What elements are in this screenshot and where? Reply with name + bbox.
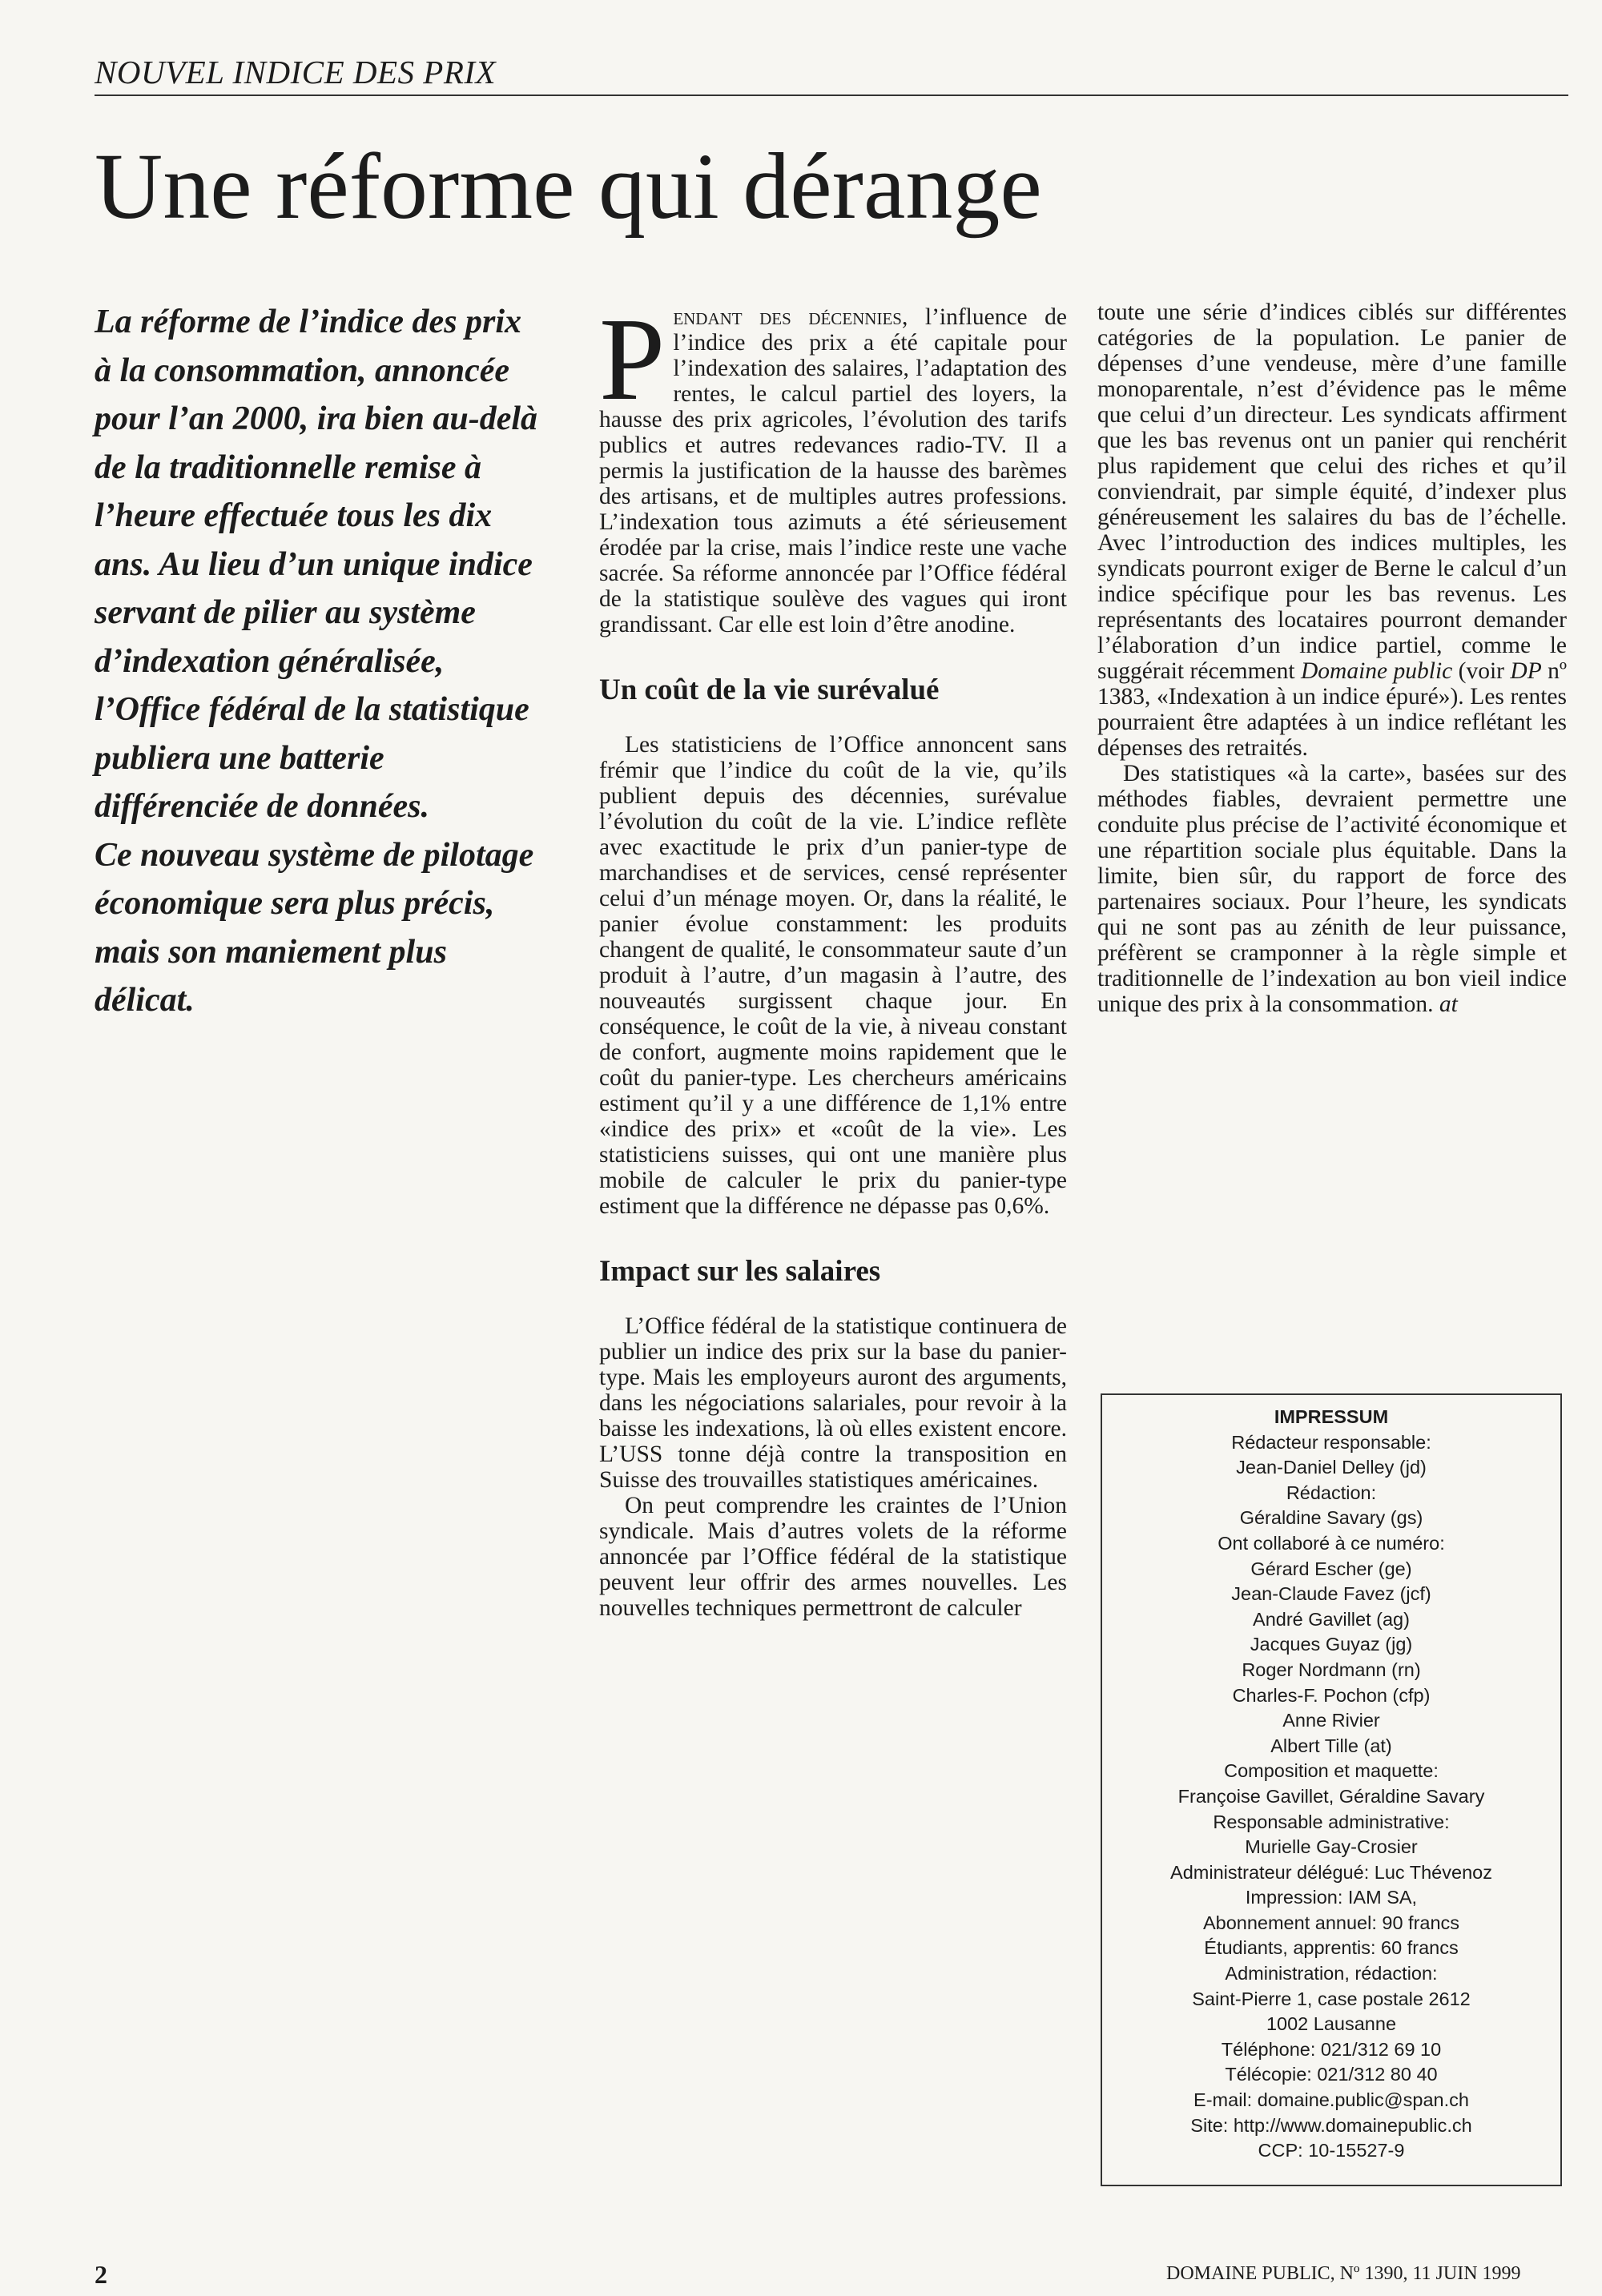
impressum-line: Étudiants, apprentis: 60 francs (1204, 1937, 1459, 1959)
impressum-line: Rédaction: (1286, 1482, 1377, 1503)
dp-abbrev: DP (1510, 658, 1542, 684)
impressum-line: Rédacteur responsable: (1231, 1431, 1431, 1453)
drop-cap: P (599, 294, 666, 425)
article-paragraph-4: On peut comprendre les craintes de l’Union syndicale. Mais d’autres volets de la réforme annoncée par l’Office fédéral de la statistique peuvent leur offrir des armes nouvelles. Les nouvelles techniques permettront de calculer (599, 1493, 1067, 1621)
lead-text-2: Ce nouveau système de pilotage économique sera plus précis, mais son maniement plus délicat. (95, 836, 534, 1019)
lead-paragraph (95, 298, 543, 1025)
paragraph-5-text-a: toute une série d’indices ciblés sur différentes catégories de la population. Le panier de dépenses d’une vendeuse, mère d’une famille monoparentale, n’est d’évidence pas le même que celui d’un directeur. Les syndicats affirment que les bas revenus ont un panier qui renchérit plus rapidement que celui des riches et qu’il conviendrait, par simple équité, d’indexer plus généreusement les salaires du bas de l’échelle. Avec l’introduction des indices multiples, les syndicats pourront exiger de Berne le calcul d’un indice spécifique pour les bas revenus. Les représentants des locataires pourront demander l’élaboration d’un indice partiel, comme le suggérait récemment (1097, 300, 1567, 684)
impressum-line: André Gavillet (ag) (1253, 1608, 1410, 1630)
impressum-line: 1002 Lausanne (1266, 2013, 1397, 2035)
impressum-line: Téléphone: 021/312 69 10 (1221, 2038, 1442, 2060)
impressum-line: E-mail: domaine.public@span.ch (1193, 2089, 1469, 2111)
impressum-line: Jean-Claude Favez (jcf) (1231, 1583, 1431, 1605)
article-column-2 (599, 294, 1067, 1621)
impressum-line: Administrateur délégué: Luc Thévenoz (1170, 1861, 1492, 1883)
publication-footer: DOMAINE PUBLIC, Nº 1390, 11 JUIN 1999 (1166, 2263, 1521, 2284)
impressum-line: Jean-Daniel Delley (jd) (1236, 1457, 1427, 1478)
article-title: Une réforme qui dérange (95, 134, 1042, 239)
impressum-line: Françoise Gavillet, Géraldine Savary (1177, 1785, 1485, 1807)
impressum-line: Anne Rivier (1282, 1710, 1380, 1731)
impressum-line: Administration, rédaction: (1225, 1963, 1438, 1984)
header-rule (95, 94, 1568, 96)
publication-name: Domaine public (1300, 658, 1453, 684)
impressum-line: Jacques Guyaz (jg) (1250, 1634, 1413, 1655)
page-number: 2 (95, 2260, 107, 2289)
impressum-line: Ont collaboré à ce numéro: (1218, 1532, 1445, 1554)
opening-smallcaps: endant des décennies (673, 304, 902, 330)
impressum-line: Charles-F. Pochon (cfp) (1232, 1684, 1431, 1706)
impressum-box (1101, 1393, 1562, 2186)
article-paragraph-6 (1097, 761, 1567, 1017)
section-rubric: NOUVEL INDICE DES PRIX (95, 54, 497, 90)
impressum-line: Télécopie: 021/312 80 40 (1225, 2064, 1438, 2085)
impressum-line: Composition et maquette: (1224, 1760, 1439, 1782)
impressum-line: Site: http://www.domainepublic.ch (1190, 2114, 1472, 2136)
impressum-line: Impression: IAM SA, (1245, 1887, 1418, 1908)
paragraph-5-text-c: nº 1383, «Indexation à un indice épuré»). Les rentes pourraient être adaptées à un indice reflétant les dépenses des retraités. (1097, 658, 1568, 761)
article-paragraph-5 (1097, 300, 1567, 761)
impressum-heading: IMPRESSUM (1274, 1406, 1389, 1427)
article-paragraph-3: L’Office fédéral de la statistique continuera de publier un indice des prix sur la base du panier-type. Mais les employeurs auront des arguments, dans les négociations salariales, pour revoir à la baisse les indexations, là où elles existent encore. L’USS tonne déjà contre la transposition en Suisse des trouvailles statistiques américaines. (599, 1313, 1067, 1493)
article-paragraph-2: Les statisticiens de l’Office annoncent sans frémir que l’indice du coût de la vie, qu’ils publient depuis des décennies, surévalue l’évolution du coût de la vie. L’indice reflète avec exactitude le prix d’un panier-type de marchandises et de services, censé représenter celui d’un ménage moyen. Or, dans la réalité, le panier évolue constamment: les produits changent de qualité, le consommateur saute d’un produit à l’autre, d’un magasin à l’autre, des nouveautés surgissent chaque jour. En conséquence, le coût de la vie, à niveau constant de confort, augmente moins rapidement que le coût du panier-type. Les chercheurs américains estiment qu’il y a une différence de 1,1% entre «indice des prix» et «coût de la vie». Les statisticiens suisses, qui ont une manière plus mobile de calculer le prix du panier-type estiment que la différence ne dépasse pas 0,6%. (599, 732, 1067, 1219)
impressum-line: Saint-Pierre 1, case postale 2612 (1192, 1988, 1471, 2009)
impressum-lines (1102, 1430, 1560, 2164)
impressum-line: Géraldine Savary (gs) (1239, 1507, 1423, 1529)
impressum-line: Roger Nordmann (rn) (1242, 1659, 1421, 1680)
article-paragraph-1 (599, 294, 1067, 637)
lead-text-1: La réforme de l’indice des prix à la consommation, annoncée pour l’an 2000, ira bien au-delà de la traditionnelle remise à l’heure effectuée tous les dix ans. Au lieu d’un unique indice servant de pilier au système d’indexation généralisée, l’Office fédéral de la statistique publiera une batterie différenciée de données. (95, 304, 538, 825)
paragraph-5-text-b: (voir (1452, 658, 1511, 684)
paragraph-6-text: Des statistiques «à la carte», basées sur des méthodes fiables, devraient permettre une conduite plus précise de l’activité économique et une répartition sociale plus équitable. Dans la limite, bien sûr, du rapport de force des partenaires sociaux. Pour l’heure, les syndicats qui ne sont pas au zénith de leur puissance, préfèrent se cramponner à la règle simple et traditionnelle de l’indexation au bon vieil indice unique des prix à la consommation. (1097, 761, 1567, 1017)
impressum-line: CCP: 10-15527-9 (1258, 2140, 1405, 2161)
impressum-line: Responsable administrative: (1213, 1811, 1450, 1832)
impressum-line: Abonnement annuel: 90 francs (1202, 1912, 1460, 1933)
impressum-line: Murielle Gay-Crosier (1245, 1836, 1418, 1858)
impressum-line: Albert Tille (at) (1270, 1735, 1392, 1756)
author-signature: at (1439, 991, 1458, 1017)
subheading-salaries: Impact sur les salaires (599, 1255, 881, 1288)
paragraph-1-text: , l’influence de l’indice des prix a été capitale pour l’indexation des salaires, l’adaptation des rentes, le calcul partiel des loyers, la hausse des prix agricoles, l’évolution des tarifs publics et autres redevances radio-TV. Il a permis la justification de la hausse des barèmes des artisans, et de multiples autres professions. L’indexation tous azimuts a été sérieusement érodée par la crise, mais l’indice reste une vache sacrée. Sa réforme annoncée par l’Office fédéral de la statistique soulève des vagues qui iront grandissant. Car elle est loin d’être anodine. (599, 304, 1067, 637)
article-column-3 (1097, 300, 1567, 1017)
impressum-line: Gérard Escher (ge) (1250, 1558, 1412, 1579)
subheading-cost-of-living: Un coût de la vie surévalué (599, 674, 940, 706)
